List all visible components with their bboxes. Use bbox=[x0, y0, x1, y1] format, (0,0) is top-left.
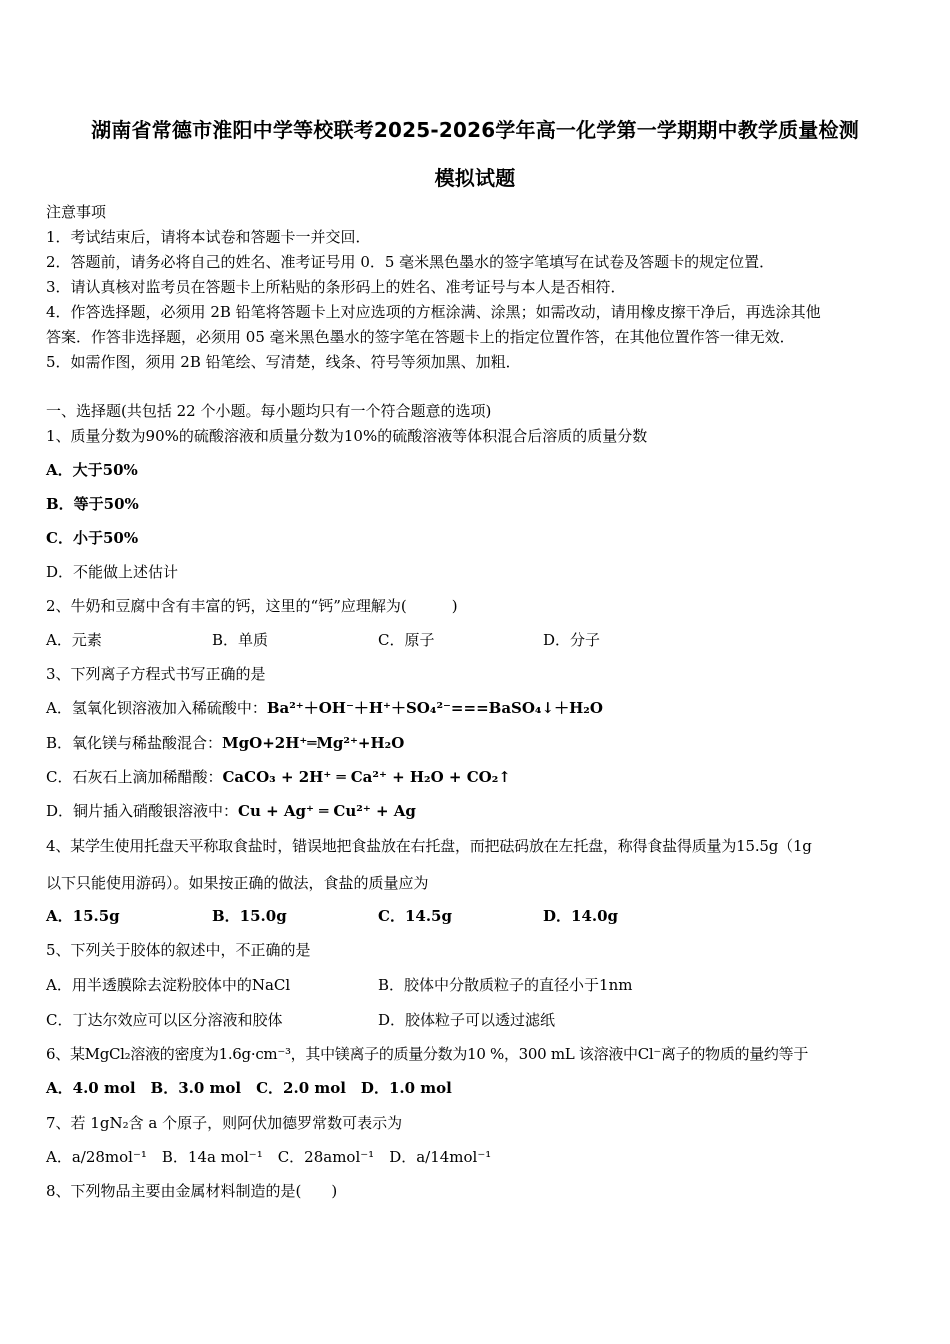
exam-title-line1: 湖南省常德市淮阳中学等校联考2025-2026学年高一化学第一学期期中教学质量检测 bbox=[91, 118, 859, 142]
q3-option-b-text: B．氧化镁与稀盐酸混合： bbox=[46, 734, 223, 752]
q4-option-b: B．15.0g bbox=[212, 907, 287, 925]
q3-option-d bbox=[46, 801, 416, 821]
q4-option-a: A．15.5g bbox=[46, 907, 120, 925]
question-6-stem: 6、某MgCl₂溶液的密度为1.6g·cm⁻³，其中镁离子的质量分数为10 %，300 mL 该溶液中Cl⁻离子的物质的量约等于 bbox=[46, 1045, 809, 1063]
notice-item: 1．考试结束后，请将本试卷和答题卡一并交回． bbox=[46, 228, 371, 246]
notice-item: 4．作答选择题，必须用 2B 铅笔将答题卡上对应选项的方框涂满、涂黑；如需改动，请用橡皮擦干净后，再选涂其他 bbox=[46, 303, 821, 321]
q5-option-a: A．用半透膜除去淀粉胶体中的NaCl bbox=[46, 976, 291, 994]
q3-option-d-equation: Cu + Ag⁺ ═ Cu²⁺ + Ag bbox=[238, 802, 416, 820]
exam-title-line2: 模拟试题 bbox=[434, 166, 516, 190]
question-3-stem: 3、下列离子方程式书写正确的是 bbox=[46, 665, 266, 683]
q3-option-d-text: D．铜片插入硝酸银溶液中： bbox=[46, 802, 239, 820]
q7-options: A．a/28mol⁻¹ B．14a mol⁻¹ C．28amol⁻¹ D．a/14mol⁻¹ bbox=[46, 1148, 492, 1166]
q3-option-a-equation: Ba²⁺＋OH⁻＋H⁺＋SO₄²⁻===BaSO₄↓＋H₂O bbox=[266, 699, 603, 717]
q3-option-c-text: C．石灰石上滴加稀醋酸： bbox=[46, 768, 223, 786]
q3-option-c-equation: CaCO₃ + 2H⁺ ═ Ca²⁺ + H₂O + CO₂↑ bbox=[222, 768, 511, 786]
q2-option-b: B．单质 bbox=[212, 631, 269, 649]
q4-option-c: C．14.5g bbox=[378, 907, 452, 925]
q5-option-d: D．胶体粒子可以透过滤纸 bbox=[378, 1011, 556, 1029]
q3-option-b bbox=[46, 733, 404, 753]
q3-option-c bbox=[46, 767, 511, 787]
q1-option-a: A．大于50% bbox=[46, 461, 138, 479]
q2-option-d: D．分子 bbox=[543, 631, 601, 649]
question-4-stem-line1: 4、某学生使用托盘天平称取食盐时，错误地把食盐放在右托盘，而把砝码放在左托盘，称得食盐得质量为15.5g（1g bbox=[46, 837, 812, 855]
question-7-stem: 7、若 1gN₂含 a 个原子，则阿伏加德罗常数可表示为 bbox=[46, 1114, 403, 1132]
q3-option-a-text: A．氢氧化钡溶液加入稀硫酸中： bbox=[46, 699, 267, 717]
q4-option-d: D．14.0g bbox=[543, 907, 619, 925]
q1-option-c: C．小于50% bbox=[46, 529, 139, 547]
question-8-stem: 8、下列物品主要由金属材料制造的是( ) bbox=[46, 1182, 338, 1200]
question-2-stem: 2、牛奶和豆腐中含有丰富的钙，这里的“钙”应理解为( ) bbox=[46, 597, 458, 615]
question-4-stem-line2: 以下只能使用游码）。如果按正确的做法，食盐的质量应为 bbox=[46, 874, 429, 892]
question-1-stem: 1、质量分数为90%的硫酸溶液和质量分数为10%的硫酸溶液等体积混合后溶质的质量分数 bbox=[46, 427, 648, 445]
section-heading: 一、选择题(共包括 22 个小题。每小题均只有一个符合题意的选项) bbox=[46, 402, 492, 420]
q5-option-b: B．胶体中分散质粒子的直径小于1nm bbox=[378, 976, 633, 994]
notice-heading: 注意事项 bbox=[46, 203, 107, 221]
notice-item: 3．请认真核对监考员在答题卡上所粘贴的条形码上的姓名、准考证号与本人是否相符． bbox=[46, 278, 626, 296]
notice-item: 5．如需作图，须用 2B 铅笔绘、写清楚，线条、符号等须加黑、加粗． bbox=[46, 353, 521, 371]
q3-option-b-equation: MgO+2H⁺═Mg²⁺+H₂O bbox=[222, 734, 405, 752]
q2-option-c: C．原子 bbox=[378, 631, 435, 649]
notice-item: 2．答题前，请务必将自己的姓名、准考证号用 0．5 毫米黑色墨水的签字笔填写在试卷及答题卡的规定位置． bbox=[46, 253, 775, 271]
question-5-stem: 5、下列关于胶体的叙述中，不正确的是 bbox=[46, 941, 311, 959]
notice-item: 答案．作答非选择题，必须用 05 毫米黑色墨水的签字笔在答题卡上的指定位置作答，在其他位置作答一律无效． bbox=[46, 328, 795, 346]
q1-option-b: B．等于50% bbox=[46, 495, 139, 513]
q2-option-a: A．元素 bbox=[46, 631, 102, 649]
q6-options: A．4.0 mol B．3.0 mol C．2.0 mol D．1.0 mol bbox=[46, 1079, 452, 1097]
q3-option-a bbox=[46, 698, 603, 718]
q1-option-d: D．不能做上述估计 bbox=[46, 563, 179, 581]
q5-option-c: C．丁达尔效应可以区分溶液和胶体 bbox=[46, 1011, 283, 1029]
